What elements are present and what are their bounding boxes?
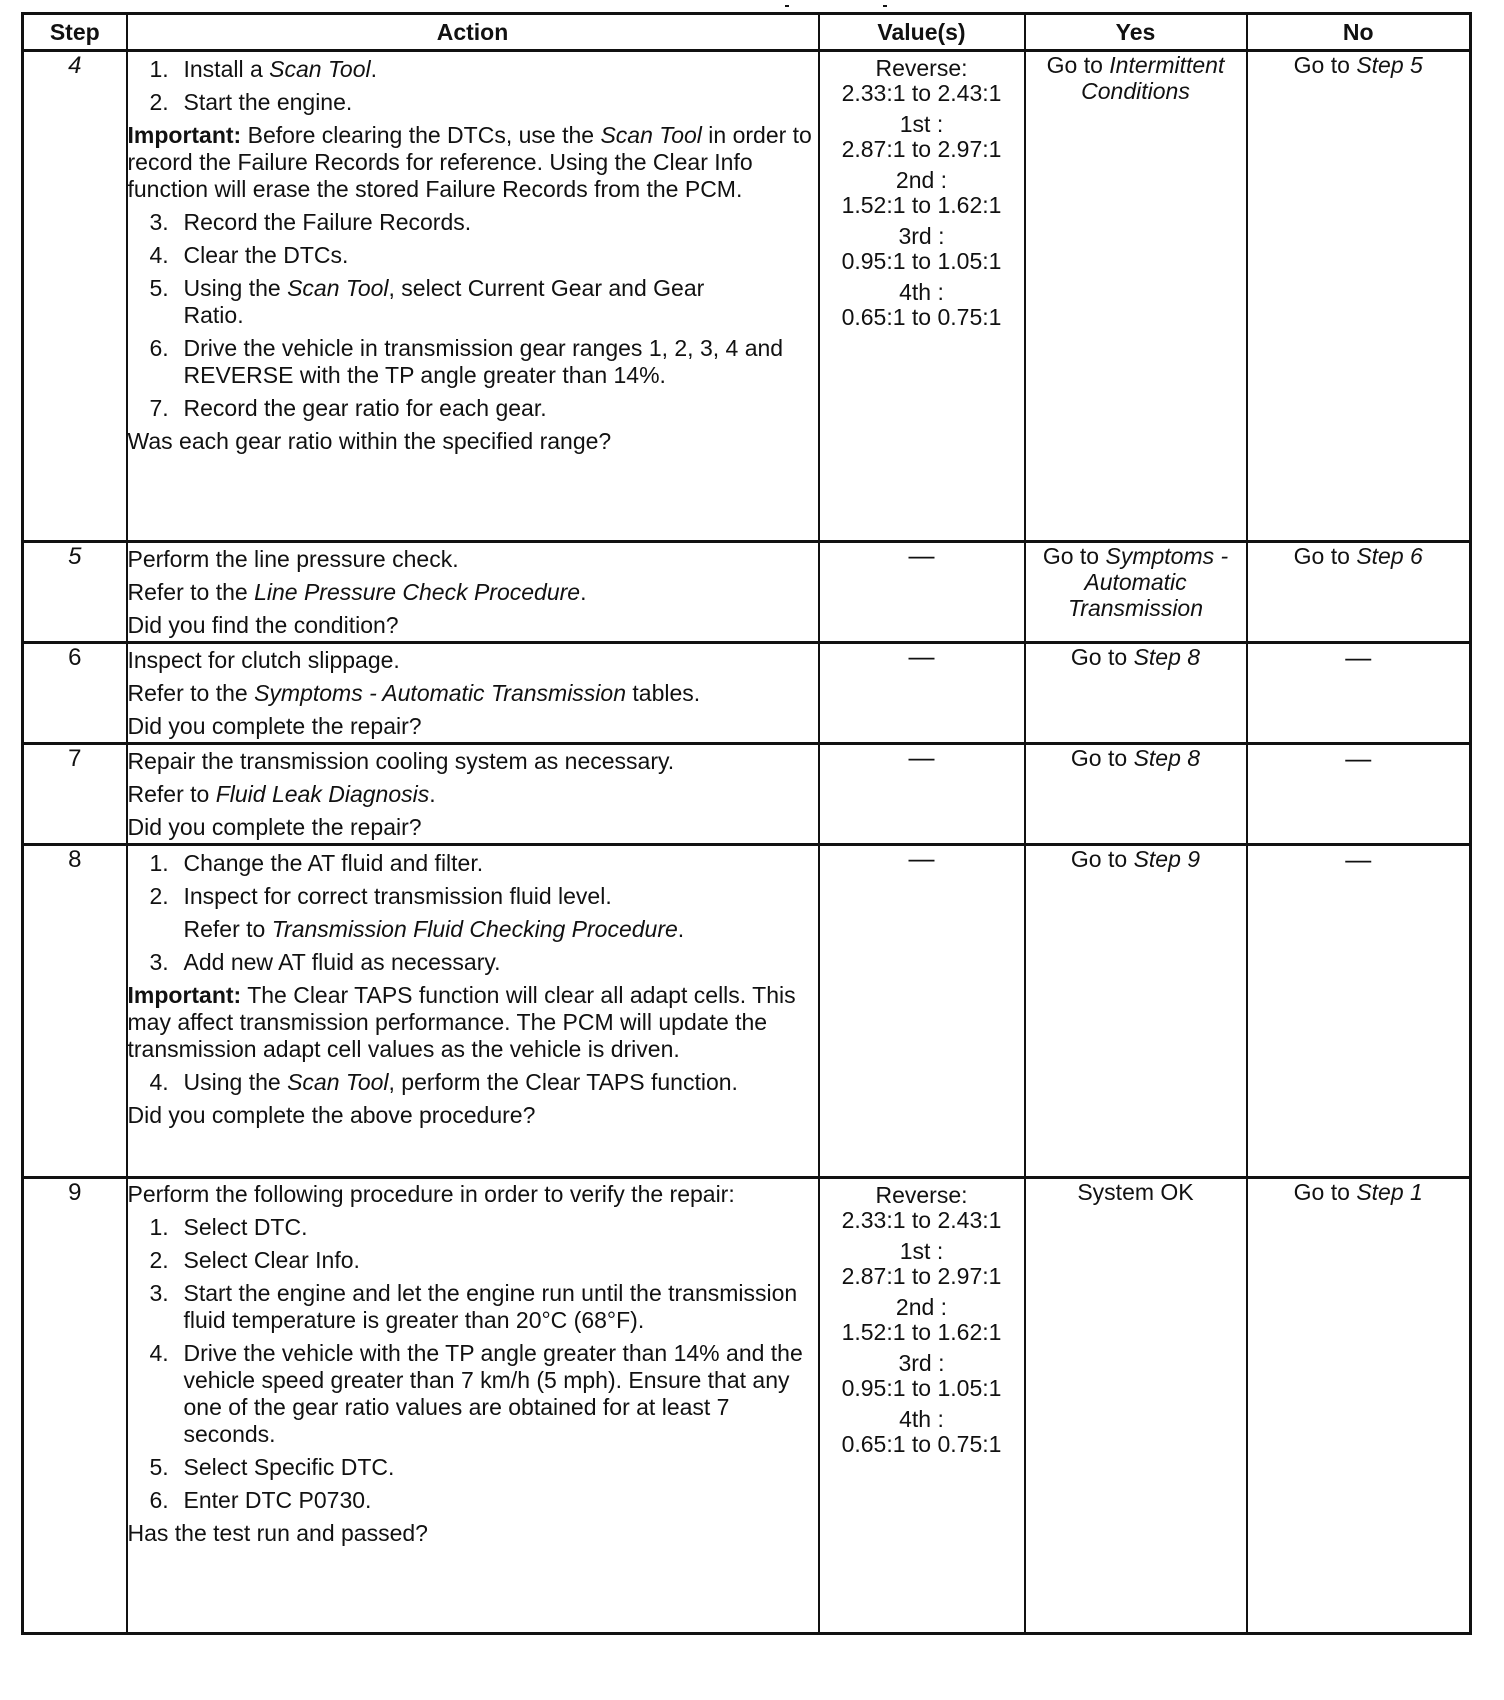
- yes-cell: Go to Step 8: [1025, 744, 1247, 845]
- yes-link[interactable]: Step 8: [1133, 644, 1201, 670]
- step-number: 8: [23, 845, 127, 1178]
- list-item: 7. Record the gear ratio for each gear.: [149, 395, 547, 421]
- no-link[interactable]: Step 6: [1356, 543, 1423, 569]
- important-note: Important: Before clearing the DTCs, use the Scan Tool in order to record the Failure Records for reference. Using the Clear Info function will erase the stored Failure Records from the PCM.: [127, 122, 812, 202]
- diagnostic-table: [21, 12, 1472, 1635]
- important-note: Important: The Clear TAPS function will clear all adapt cells. This may affect transmission performance. The PCM will update the transmission adapt cell values as the vehicle is driven.: [127, 982, 796, 1062]
- step-number: 9: [23, 1178, 127, 1634]
- values-cell: —: [819, 744, 1025, 845]
- no-cell: Go to Step 6: [1247, 542, 1471, 643]
- values-cell: —: [819, 643, 1025, 744]
- header-action: Action: [127, 14, 819, 51]
- action-cell: Perform the following procedure in order to verify the repair: 1. Select DTC. 2. Select Clear Info. 3. Start the engine and let the engine run until the transmission fluid temperature is greater than 20°C (68°F). 4. Drive the vehicle with the TP angle greater than 14% and the vehicle speed greater than 7 km/h (5 mph). Ensure that any one of the gear ratio values are obtained for at least 7 seconds. 5. Select Specific DTC. 6. Enter DTC P0730. Has the test run and passed?: [127, 1178, 819, 1634]
- list-item: 4. Using the Scan Tool, perform the Clear TAPS function.: [149, 1069, 738, 1095]
- list-item: 6. Enter DTC P0730.: [149, 1487, 372, 1513]
- list-item: 3. Add new AT fluid as necessary.: [149, 949, 501, 975]
- yes-cell: [1025, 1178, 1247, 1634]
- no-link[interactable]: Step 5: [1356, 52, 1423, 78]
- list-item: 6. Drive the vehicle in transmission gear ranges 1, 2, 3, 4 and REVERSE with the TP angle greater than 14%.: [149, 335, 784, 388]
- list-item: 4. Clear the DTCs.: [149, 242, 349, 268]
- scan-mark: [785, 5, 789, 7]
- yes-cell: Go to Intermittent Conditions: [1025, 51, 1247, 542]
- yes-cell: Go to Step 9: [1025, 845, 1247, 1178]
- list-item: 1. Change the AT fluid and filter.: [149, 850, 484, 876]
- list-item: 2. Select Clear Info.: [149, 1247, 360, 1273]
- reference-text: Refer to Transmission Fluid Checking Procedure.: [183, 916, 685, 942]
- table-row-step-9: [23, 1178, 1471, 1634]
- list-item: 4. Drive the vehicle with the TP angle greater than 14% and the vehicle speed greater than 7 km/h (5 mph). Ensure that any one of the gear ratio values are obtained for at least 7 seconds.: [149, 1340, 803, 1447]
- no-cell: —: [1247, 643, 1471, 744]
- header-row: [23, 14, 1471, 51]
- action-cell: Perform the line pressure check. Refer to the Line Pressure Check Procedure. Did you find the condition?: [127, 542, 819, 643]
- list-item: 2. Start the engine.: [149, 89, 353, 115]
- yes-link[interactable]: Intermittent Conditions: [1081, 52, 1225, 104]
- table-row-step-4: [23, 51, 1471, 542]
- action-list: [128, 850, 818, 910]
- action-list: [128, 1069, 818, 1096]
- no-cell: —: [1247, 845, 1471, 1178]
- list-item: 1. Select DTC.: [149, 1214, 308, 1240]
- table-row-step-5: [23, 542, 1471, 643]
- table-row-step-6: [23, 643, 1471, 744]
- action-cell: Inspect for clutch slippage. Refer to the Symptoms - Automatic Transmission tables. Did you complete the repair?: [127, 643, 819, 744]
- action-cell: [127, 51, 819, 542]
- yes-link[interactable]: Step 8: [1133, 745, 1201, 771]
- header-no: No: [1247, 14, 1471, 51]
- step-number: 4: [23, 51, 127, 542]
- table-row-step-8: [23, 845, 1471, 1178]
- values-cell: —: [819, 542, 1025, 643]
- question-text: Did you complete the repair?: [127, 814, 422, 840]
- step-number: 7: [23, 744, 127, 845]
- action-list: [128, 1214, 818, 1514]
- yes-cell: Go to Symptoms - Automatic Transmission: [1025, 542, 1247, 643]
- values-cell: Reverse: 2.33:1 to 2.43:1 1st : 2.87:1 to 2.97:1 2nd : 1.52:1 to 1.62:1 3rd : 0.95:1 to 1.05:1 4th : 0.65:1 to 0.75:1: [819, 1178, 1025, 1634]
- action-list: [128, 209, 818, 422]
- action-list: [128, 949, 818, 976]
- no-cell: Go to Step 5: [1247, 51, 1471, 542]
- header-step: Step: [23, 14, 127, 51]
- question-text: Did you complete the repair?: [127, 713, 422, 739]
- action-cell: [127, 845, 819, 1178]
- no-cell: Go to Step 1: [1247, 1178, 1471, 1634]
- action-list: [128, 56, 818, 116]
- step-number: 6: [23, 643, 127, 744]
- table-row-step-7: [23, 744, 1471, 845]
- list-item: 5. Select Specific DTC.: [149, 1454, 395, 1480]
- list-item: 3. Record the Failure Records.: [149, 209, 472, 235]
- step-number: 5: [23, 542, 127, 643]
- question-text: Has the test run and passed?: [127, 1520, 428, 1546]
- header-values: Value(s): [819, 14, 1025, 51]
- yes-link[interactable]: Symptoms - Automatic Transmission: [1067, 543, 1229, 621]
- values-cell: —: [819, 845, 1025, 1178]
- header-yes: Yes: [1025, 14, 1247, 51]
- question-text: Did you find the condition?: [127, 612, 399, 638]
- list-item: 2. Inspect for correct transmission fluid level.: [149, 883, 612, 909]
- question-text: Was each gear ratio within the specified range?: [127, 428, 612, 454]
- question-text: Did you complete the above procedure?: [127, 1102, 536, 1128]
- list-item: 5. Using the Scan Tool, select Current Gear and Gear Ratio.: [149, 275, 705, 328]
- no-cell: —: [1247, 744, 1471, 845]
- action-cell: Repair the transmission cooling system as necessary. Refer to Fluid Leak Diagnosis. Did you complete the repair?: [127, 744, 819, 845]
- scan-mark: [883, 5, 887, 7]
- values-cell: Reverse: 2.33:1 to 2.43:1 1st : 2.87:1 to 2.97:1 2nd : 1.52:1 to 1.62:1 3rd : 0.95:1 to 1.05:1 4th : 0.65:1 to 0.75:1: [819, 51, 1025, 542]
- list-item: 3. Start the engine and let the engine run until the transmission fluid temperature is greater than 20°C (68°F).: [149, 1280, 798, 1333]
- yes-result: System OK: [1077, 1179, 1194, 1205]
- no-link[interactable]: Step 1: [1356, 1179, 1423, 1205]
- list-item: 1. Install a Scan Tool.: [149, 56, 377, 82]
- yes-cell: Go to Step 8: [1025, 643, 1247, 744]
- yes-link[interactable]: Step 9: [1133, 846, 1201, 872]
